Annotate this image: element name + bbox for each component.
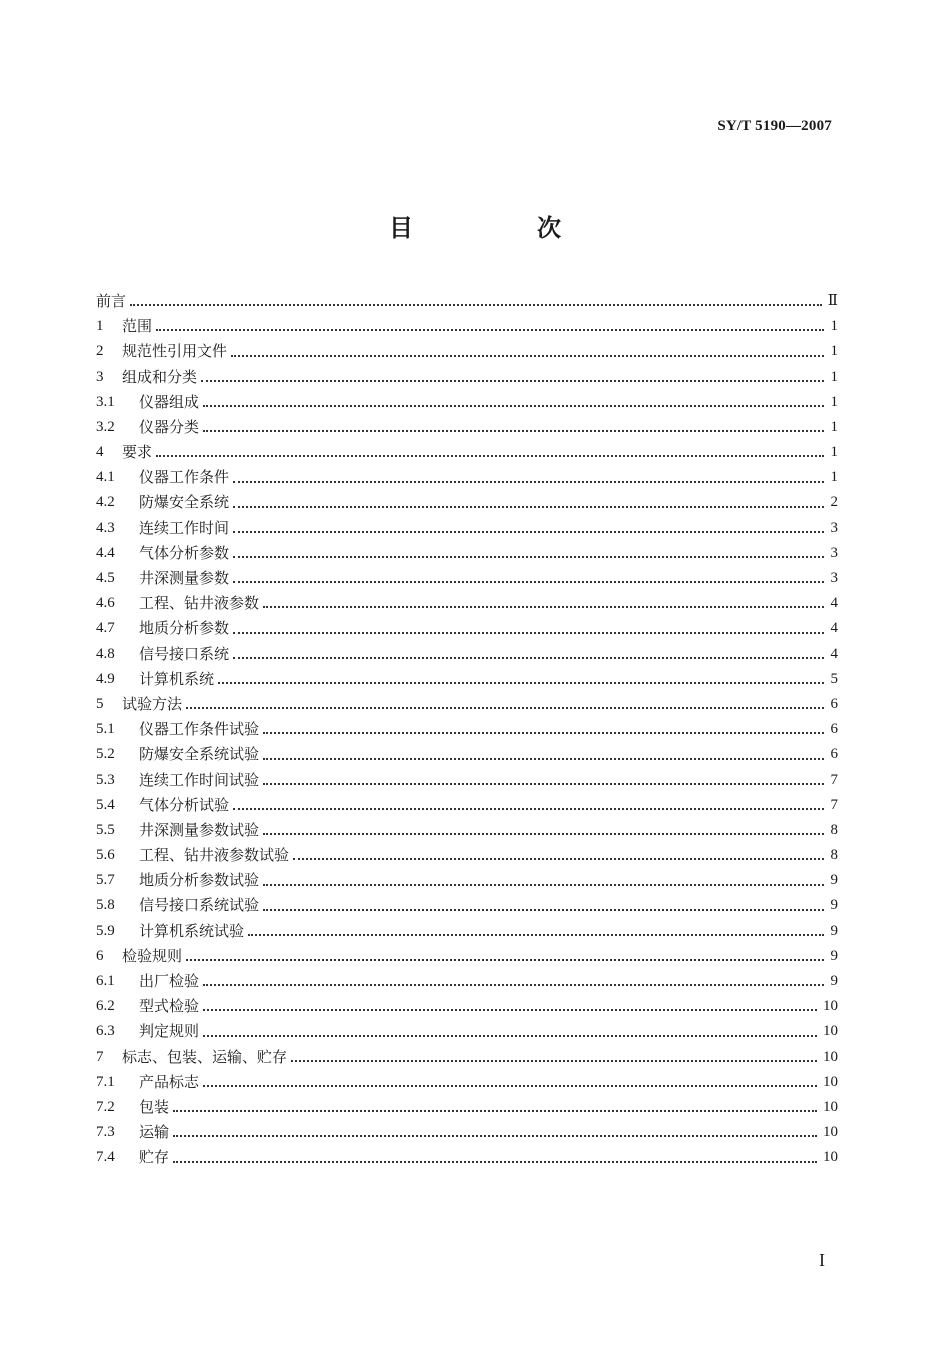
toc-entry-number: 7.2 bbox=[96, 1098, 115, 1115]
toc-leader-dots bbox=[156, 329, 824, 331]
toc-entry-number: 4.7 bbox=[96, 620, 115, 637]
toc-leader-dots bbox=[233, 481, 824, 483]
toc-entry-page: Ⅱ bbox=[827, 292, 838, 309]
toc-entry-page: 1 bbox=[830, 368, 838, 385]
toc-entry-page: 7 bbox=[830, 771, 838, 788]
toc-entry-page: 10 bbox=[823, 1073, 838, 1090]
toc-entry-number: 4.6 bbox=[96, 595, 115, 612]
toc-leader-dots bbox=[233, 657, 824, 659]
toc-entry[interactable] bbox=[96, 843, 838, 868]
toc-entry-number: 6 bbox=[96, 947, 104, 964]
toc-entry-page: 1 bbox=[830, 444, 838, 461]
toc-entry[interactable] bbox=[96, 793, 838, 818]
toc-entry-number: 5.9 bbox=[96, 922, 115, 939]
toc-entry-number: 5.3 bbox=[96, 771, 115, 788]
toc-leader-dots bbox=[203, 984, 824, 986]
toc-entry-label: 防爆安全系统试验 bbox=[139, 745, 260, 764]
toc-entry[interactable] bbox=[96, 667, 838, 692]
toc-leader-dots bbox=[233, 506, 824, 508]
toc-entry-number: 6.2 bbox=[96, 998, 115, 1015]
toc-leader-dots bbox=[156, 455, 824, 457]
toc-entry-number: 4.9 bbox=[96, 670, 115, 687]
standard-code: SY/T 5190—2007 bbox=[717, 118, 832, 134]
toc-leader-dots bbox=[233, 808, 824, 810]
toc-entry[interactable] bbox=[96, 944, 838, 969]
toc-leader-dots bbox=[173, 1135, 817, 1137]
toc-leader-dots bbox=[263, 833, 824, 835]
toc-entry-label: 工程、钻井液参数试验 bbox=[139, 846, 290, 865]
toc-leader-dots bbox=[233, 632, 824, 634]
toc-entry-number: 6.3 bbox=[96, 1023, 115, 1040]
toc-leader-dots bbox=[263, 758, 824, 760]
toc-entry-label: 包装 bbox=[139, 1097, 170, 1116]
toc-entry-number: 1 bbox=[96, 318, 104, 335]
toc-entry-page: 3 bbox=[830, 544, 838, 561]
toc-entry-page: 10 bbox=[823, 1098, 838, 1115]
toc-entry-page: 10 bbox=[823, 1124, 838, 1141]
toc-entry[interactable] bbox=[96, 717, 838, 742]
toc-leader-dots bbox=[201, 380, 824, 382]
toc-entry-page: 9 bbox=[830, 872, 838, 889]
toc-entry-number: 2 bbox=[96, 343, 104, 360]
toc-entry-number: 5.4 bbox=[96, 796, 115, 813]
toc-entry-page: 9 bbox=[830, 947, 838, 964]
toc-leader-dots bbox=[203, 1009, 817, 1011]
toc-entry-page: 5 bbox=[830, 670, 838, 687]
toc-entry-number: 4.1 bbox=[96, 469, 115, 486]
toc-entry-page: 9 bbox=[830, 897, 838, 914]
toc-entry[interactable] bbox=[96, 692, 838, 717]
toc-entry-number: 4.5 bbox=[96, 570, 115, 587]
toc-entry-page: 10 bbox=[823, 1048, 838, 1065]
toc-entry-label: 型式检验 bbox=[139, 997, 200, 1016]
toc-entry-number: 4 bbox=[96, 444, 104, 461]
toc-entry-label: 防爆安全系统 bbox=[139, 493, 230, 512]
toc-leader-dots bbox=[203, 405, 824, 407]
toc-entry-label: 试验方法 bbox=[122, 694, 183, 713]
toc-entry[interactable] bbox=[96, 642, 838, 667]
toc-entry[interactable] bbox=[96, 1019, 838, 1044]
toc-entry[interactable] bbox=[96, 894, 838, 919]
toc-entry-page: 2 bbox=[830, 494, 838, 511]
toc-leader-dots bbox=[231, 355, 824, 357]
toc-leader-dots bbox=[263, 783, 824, 785]
toc-entry[interactable] bbox=[96, 919, 838, 944]
toc-entry-page: 10 bbox=[823, 998, 838, 1015]
toc-entry[interactable] bbox=[96, 491, 838, 516]
toc-entry-label: 仪器组成 bbox=[139, 392, 200, 411]
toc-entry[interactable] bbox=[96, 440, 838, 465]
toc-entry-page: 10 bbox=[823, 1149, 838, 1166]
toc-entry[interactable] bbox=[96, 566, 838, 591]
toc-entry-label: 仪器工作条件 bbox=[139, 468, 230, 487]
toc-leader-dots bbox=[218, 682, 824, 684]
toc-entry[interactable] bbox=[96, 969, 838, 994]
toc-entry-number: 4.2 bbox=[96, 494, 115, 511]
toc-leader-dots bbox=[263, 884, 824, 886]
toc-entry-label: 地质分析参数试验 bbox=[139, 871, 260, 890]
toc-leader-dots bbox=[173, 1161, 817, 1163]
toc-entry-page: 9 bbox=[830, 973, 838, 990]
toc-entry-label: 标志、包装、运输、贮存 bbox=[122, 1047, 288, 1066]
toc-leader-dots bbox=[173, 1110, 817, 1112]
toc-leader-dots bbox=[291, 1060, 817, 1062]
toc-entry-number: 5.7 bbox=[96, 872, 115, 889]
toc-entry[interactable] bbox=[96, 868, 838, 893]
toc-entry[interactable] bbox=[96, 1120, 838, 1145]
toc-entry-number: 5 bbox=[96, 695, 104, 712]
toc-entry-label: 仪器工作条件试验 bbox=[139, 720, 260, 739]
toc-entry-page: 1 bbox=[830, 318, 838, 335]
toc-entry[interactable] bbox=[96, 415, 838, 440]
toc-entry-label: 规范性引用文件 bbox=[122, 342, 228, 361]
toc-leader-dots bbox=[233, 581, 824, 583]
page-title: 目 次 bbox=[389, 214, 611, 242]
toc-leader-dots bbox=[248, 934, 824, 936]
toc-entry[interactable] bbox=[96, 339, 838, 364]
toc-entry-label: 仪器分类 bbox=[139, 417, 200, 436]
toc-entry[interactable] bbox=[96, 289, 838, 314]
toc-entry-number: 5.5 bbox=[96, 821, 115, 838]
toc-entry-label: 运输 bbox=[139, 1123, 170, 1142]
toc-entry-page: 1 bbox=[830, 469, 838, 486]
toc-entry-label: 贮存 bbox=[139, 1148, 170, 1167]
toc-entry-label: 计算机系统试验 bbox=[139, 921, 245, 940]
toc-entry-label: 井深测量参数试验 bbox=[139, 820, 260, 839]
toc-entry-number: 5.2 bbox=[96, 746, 115, 763]
toc-leader-dots bbox=[233, 531, 824, 533]
toc-entry[interactable] bbox=[96, 742, 838, 767]
toc-leader-dots bbox=[293, 858, 824, 860]
toc-entry[interactable] bbox=[96, 994, 838, 1019]
toc-entry-label: 范围 bbox=[122, 317, 153, 336]
toc-entry[interactable] bbox=[96, 516, 838, 541]
toc-entry[interactable] bbox=[96, 541, 838, 566]
toc-entry-page: 8 bbox=[830, 821, 838, 838]
toc-entry-number: 4.8 bbox=[96, 645, 115, 662]
toc-leader-dots bbox=[263, 606, 824, 608]
toc-entry-page: 4 bbox=[830, 595, 838, 612]
toc-entry-label: 信号接口系统 bbox=[139, 644, 230, 663]
toc-entry-page: 1 bbox=[830, 343, 838, 360]
toc-entry-page: 3 bbox=[830, 519, 838, 536]
toc-entry[interactable] bbox=[96, 314, 838, 339]
toc-entry-label: 连续工作时间试验 bbox=[139, 770, 260, 789]
toc-entry-label: 井深测量参数 bbox=[139, 569, 230, 588]
toc-entry-number: 3.1 bbox=[96, 393, 115, 410]
toc-entry[interactable] bbox=[96, 465, 838, 490]
toc-entry[interactable] bbox=[96, 365, 838, 390]
toc-entry-page: 4 bbox=[830, 645, 838, 662]
toc-entry-page: 1 bbox=[830, 418, 838, 435]
toc-entry[interactable] bbox=[96, 1095, 838, 1120]
toc-leader-dots bbox=[186, 707, 824, 709]
toc-entry-number: 3 bbox=[96, 368, 104, 385]
toc-leader-dots bbox=[186, 959, 824, 961]
toc-entry-label: 工程、钻井液参数 bbox=[139, 594, 260, 613]
toc-entry-page: 7 bbox=[830, 796, 838, 813]
toc-entry-number: 3.2 bbox=[96, 418, 115, 435]
toc-entry-label: 前言 bbox=[96, 291, 127, 310]
toc-entry-label: 地质分析参数 bbox=[139, 619, 230, 638]
toc-entry-page: 9 bbox=[830, 922, 838, 939]
toc-entry-page: 10 bbox=[823, 1023, 838, 1040]
toc-entry-number: 5.8 bbox=[96, 897, 115, 914]
toc-entry-label: 连续工作时间 bbox=[139, 518, 230, 537]
toc-entry-label: 要求 bbox=[122, 443, 153, 462]
toc-entry-page: 6 bbox=[830, 721, 838, 738]
toc-entry-number: 4.4 bbox=[96, 544, 115, 561]
toc-entry-number: 5.6 bbox=[96, 847, 115, 864]
toc-entry-label: 信号接口系统试验 bbox=[139, 896, 260, 915]
table-of-contents bbox=[96, 289, 838, 1171]
toc-entry-label: 产品标志 bbox=[139, 1072, 200, 1091]
toc-leader-dots bbox=[203, 430, 824, 432]
toc-leader-dots bbox=[233, 556, 824, 558]
toc-entry[interactable] bbox=[96, 1045, 838, 1070]
toc-entry-label: 气体分析试验 bbox=[139, 795, 230, 814]
toc-entry-number: 7.3 bbox=[96, 1124, 115, 1141]
toc-leader-dots bbox=[203, 1085, 817, 1087]
toc-entry-label: 出厂检验 bbox=[139, 972, 200, 991]
toc-leader-dots bbox=[130, 304, 822, 306]
toc-entry-label: 计算机系统 bbox=[139, 669, 215, 688]
toc-entry-number: 7 bbox=[96, 1048, 104, 1065]
toc-entry-number: 6.1 bbox=[96, 973, 115, 990]
toc-entry-number: 4.3 bbox=[96, 519, 115, 536]
toc-entry-label: 检验规则 bbox=[122, 946, 183, 965]
toc-entry[interactable] bbox=[96, 818, 838, 843]
toc-entry-label: 组成和分类 bbox=[122, 367, 198, 386]
toc-entry[interactable] bbox=[96, 591, 838, 616]
toc-entry[interactable] bbox=[96, 616, 838, 641]
toc-entry-page: 4 bbox=[830, 620, 838, 637]
toc-entry[interactable] bbox=[96, 1070, 838, 1095]
toc-entry-label: 判定规则 bbox=[139, 1022, 200, 1041]
toc-leader-dots bbox=[263, 732, 824, 734]
toc-entry-page: 8 bbox=[830, 847, 838, 864]
toc-entry[interactable] bbox=[96, 768, 838, 793]
toc-leader-dots bbox=[203, 1035, 817, 1037]
toc-entry[interactable] bbox=[96, 1145, 838, 1170]
toc-leader-dots bbox=[263, 909, 824, 911]
toc-entry-page: 6 bbox=[830, 746, 838, 763]
toc-entry-number: 7.4 bbox=[96, 1149, 115, 1166]
toc-entry-label: 气体分析参数 bbox=[139, 543, 230, 562]
toc-entry[interactable] bbox=[96, 390, 838, 415]
toc-entry-page: 6 bbox=[830, 695, 838, 712]
toc-entry-number: 5.1 bbox=[96, 721, 115, 738]
toc-entry-page: 3 bbox=[830, 570, 838, 587]
toc-entry-number: 7.1 bbox=[96, 1073, 115, 1090]
page-number: I bbox=[819, 1250, 825, 1270]
toc-entry-page: 1 bbox=[830, 393, 838, 410]
